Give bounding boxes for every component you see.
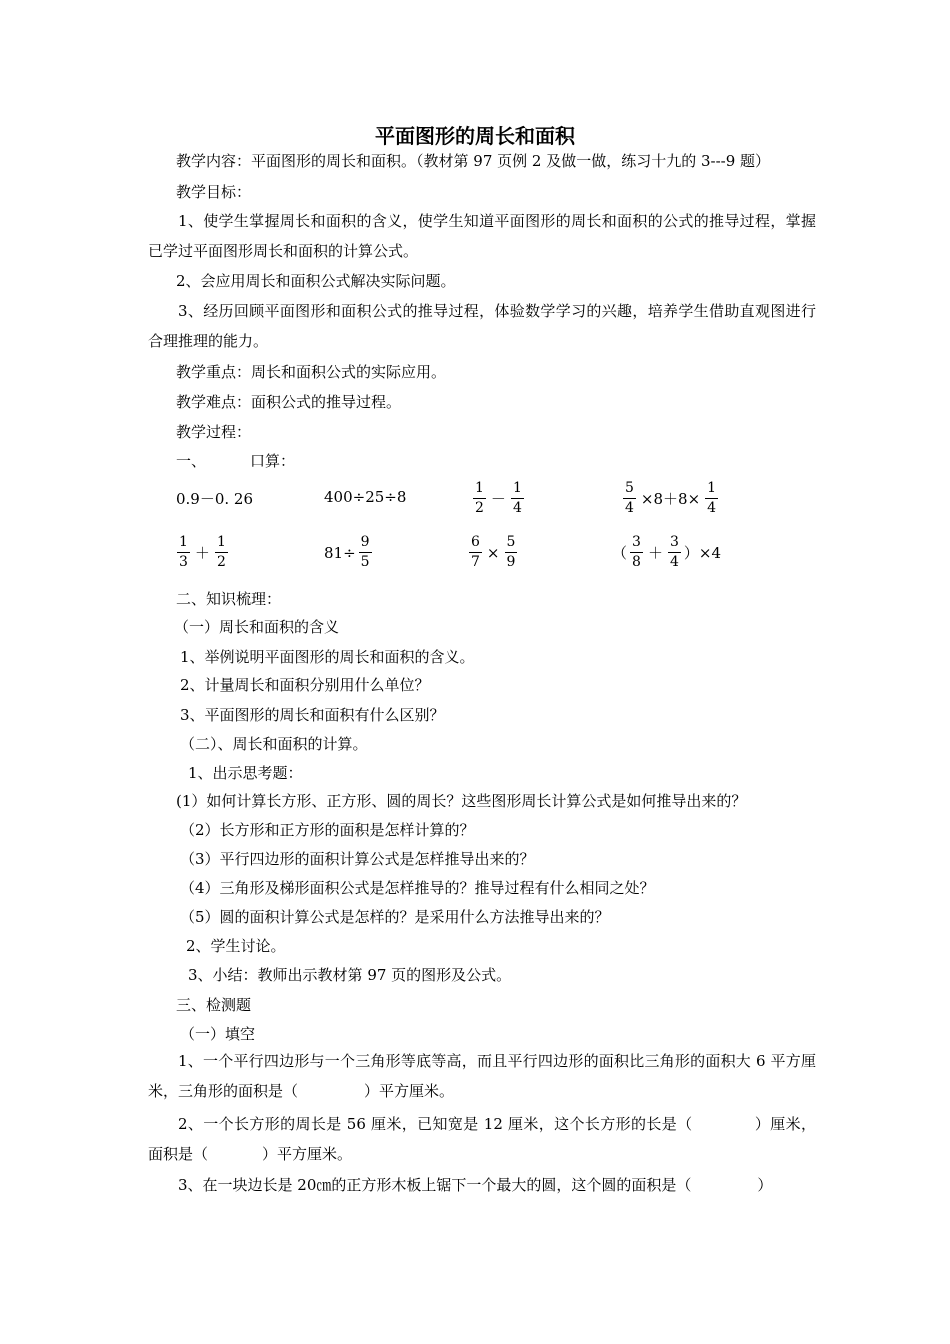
thinking-question-3: （3）平行四边形的面积计算公式是怎样推导出来的？	[180, 850, 535, 868]
math-expression-2: 400÷25÷8	[324, 488, 407, 506]
fill-question-2: 2、一个长方形的周长是 56 厘米，已知宽是 12 厘米，这个长方形的长是（ ）厘米，面积是（ ）平方厘米。	[148, 1115, 816, 1163]
goal-2: 2、会应用周长和面积公式解决实际问题。	[176, 272, 456, 290]
fraction: $\frac{5}{4}$	[625, 480, 634, 516]
fraction: $\frac{1}{2}$	[216, 534, 226, 570]
question-1: 1、举例说明平面图形的周长和面积的含义。	[180, 648, 475, 666]
thinking-question-1: (1）如何计算长方形、正方形、圆的周长？这些图形周长计算公式是如何推导出来的？	[176, 792, 747, 810]
section-2-heading: 二、知识梳理：	[176, 590, 282, 608]
fill-blank-heading: （一）填空	[180, 1025, 256, 1043]
section-1-heading	[176, 450, 844, 472]
teaching-process: 教学过程：	[176, 423, 252, 441]
fill-question-3: 3、在一块边长是 20㎝的正方形木板上锯下一个最大的圆，这个圆的面积是（ ）	[178, 1176, 773, 1194]
goal-1-text: 1、使学生掌握周长和面积的含义，使学生知道平面图形的周长和面积的公式的推导过程，掌握已学过平面图形周长和面积的计算公式。	[148, 212, 816, 260]
section-1-label: 口算：	[250, 452, 296, 470]
fill-question-2-text: 2、一个长方形的周长是 56 厘米，已知宽是 12 厘米，这个长方形的长是（	[178, 1115, 693, 1133]
subsection-1-heading: （一）周长和面积的含义	[174, 618, 340, 636]
thinking-question-2: （2）长方形和正方形的面积是怎样计算的？	[180, 821, 475, 839]
summary: 3、小结：教师出示教材第 97 页的图形及公式。	[188, 966, 512, 984]
subsection-2-heading: （二）、周长和面积的计算。	[180, 735, 368, 753]
goal-3	[148, 296, 816, 356]
math-expression-1: 0.9－0. 26	[176, 490, 254, 508]
fraction: $\frac{1}{4}$	[512, 480, 522, 516]
goal-1	[148, 206, 816, 266]
fraction: $\frac{3}{8}$	[632, 534, 641, 570]
math-expression-6: 81÷ $\frac{9}{5}$	[324, 534, 370, 570]
student-discussion: 2、学生讨论。	[186, 937, 286, 955]
fraction: $\frac{1}{2}$	[475, 480, 484, 516]
fraction: $\frac{3}{4}$	[669, 534, 679, 570]
teaching-key: 教学重点：周长和面积公式的实际应用。	[176, 363, 447, 381]
fraction: $\frac{6}{7}$	[471, 534, 480, 570]
goal-3-text: 3、经历回顾平面图形和面积公式的推导过程，体验数学学习的兴趣，培养学生借助直观图进行合理推理的能力。	[148, 302, 816, 350]
question-3: 3、平面图形的周长和面积有什么区别？	[180, 706, 445, 724]
math-expression-3: $\frac{1}{2}$ － $\frac{1}{4}$	[475, 480, 522, 516]
teaching-difficulty: 教学难点：面积公式的推导过程。	[176, 393, 402, 411]
teaching-content: 教学内容：平面图形的周长和面积。（教材第 97 页例 2 及做一做，练习十九的 3---9 题）	[176, 152, 771, 170]
fill-question-3-text: 3、在一块边长是 20㎝的正方形木板上锯下一个最大的圆，这个圆的面积是（	[178, 1176, 692, 1194]
question-2: 2、计量周长和面积分别用什么单位？	[180, 676, 430, 694]
thinking-question-5: （5）圆的面积计算公式是怎样的？是采用什么方法推导出来的？	[180, 908, 610, 926]
goal-heading: 教学目标：	[176, 183, 252, 201]
fraction: $\frac{5}{9}$	[506, 534, 516, 570]
thinking-questions-heading: 1、出示思考题：	[188, 764, 303, 782]
fill-question-1: 1、一个平行四边形与一个三角形等底等高，而且平行四边形的面积比三角形的面积大 6 平方厘米，三角形的面积是（ ）平方厘米。	[148, 1052, 816, 1100]
math-expression-5: $\frac{1}{3}$ ＋ $\frac{1}{2}$	[179, 534, 226, 570]
fraction: $\frac{1}{3}$	[179, 534, 188, 570]
math-expression-8: （ $\frac{3}{8}$ ＋ $\frac{3}{4}$ ）×4	[612, 534, 721, 570]
section-1-number: 一、	[176, 452, 207, 470]
page-title: 平面图形的周长和面积	[375, 124, 575, 148]
fill-question-1-text: 1、一个平行四边形与一个三角形等底等高，而且平行四边形的面积比三角形的面积大 6 平方厘米，三角形的面积是（	[148, 1052, 816, 1100]
section-3-heading: 三、检测题	[176, 996, 252, 1014]
math-expression-7: $\frac{6}{7}$ × $\frac{5}{9}$	[471, 534, 516, 570]
thinking-question-4: （4）三角形及梯形面积公式是怎样推导的？推导过程有什么相同之处？	[180, 879, 655, 897]
fraction: $\frac{1}{4}$	[707, 480, 717, 516]
fraction: $\frac{9}{5}$	[360, 534, 370, 570]
math-expression-4: $\frac{5}{4}$ ×8＋8× $\frac{1}{4}$	[625, 480, 717, 516]
